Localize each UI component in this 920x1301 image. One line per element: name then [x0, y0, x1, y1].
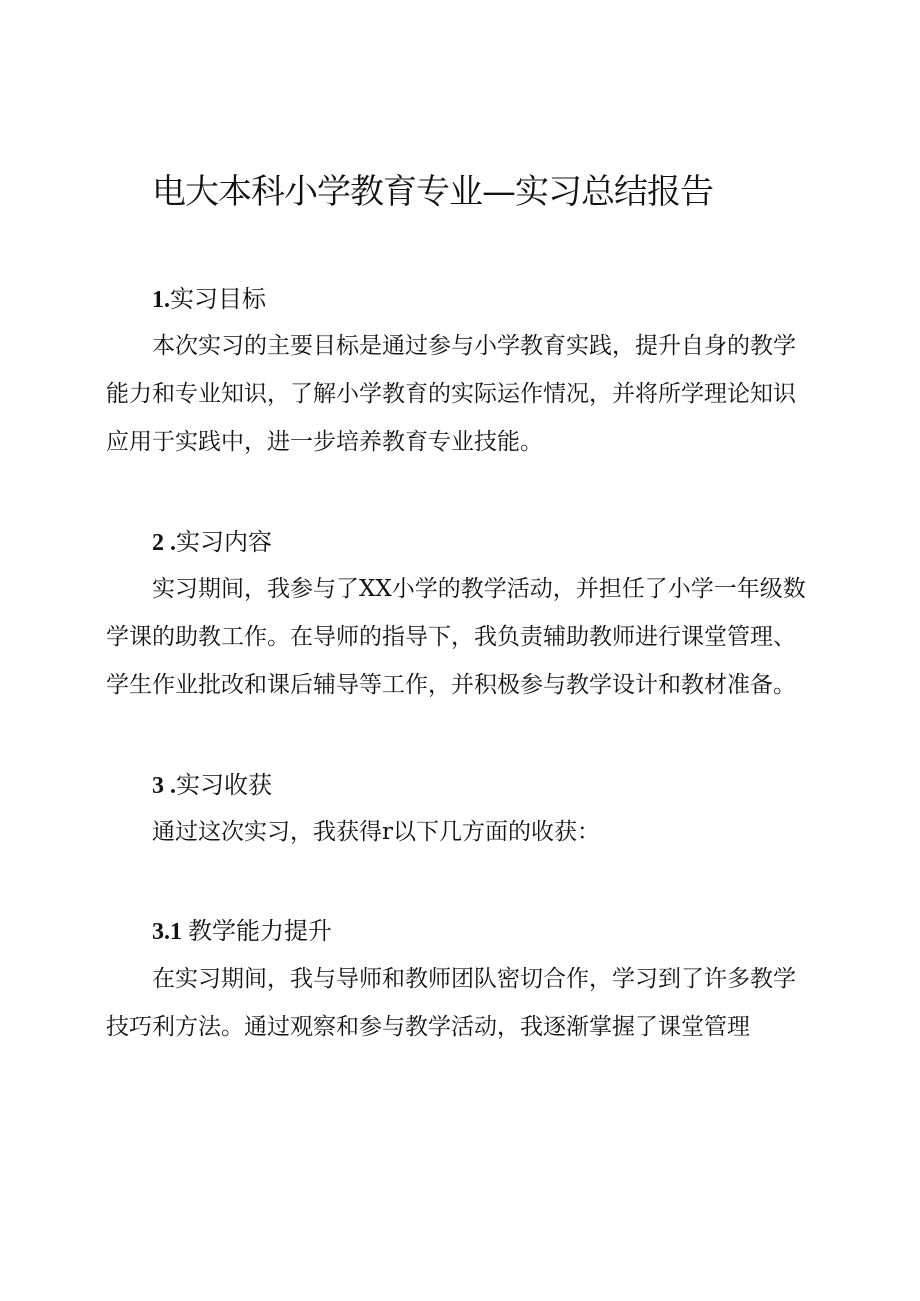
section-paragraph-gains: [106, 808, 818, 856]
paragraph-line: 技巧利方法。通过观察和参与教学活动，我逐渐掌握了课堂管理: [106, 1014, 750, 1040]
section-title: 实习目标: [170, 285, 266, 313]
section-heading-content: [152, 526, 272, 559]
section-title: 实习内容: [176, 528, 272, 556]
section-heading-teaching-ability: [152, 915, 332, 948]
section-title: 实习收获: [176, 771, 272, 799]
paragraph-line: 实习期间，我参与了XX小学的教学活动，并担任了小学一年级数: [152, 576, 806, 602]
paragraph-line: 能力和专业知识，了解小学教育的实际运作情况，并将所学理论知识: [106, 381, 796, 407]
section-number: 1.: [152, 287, 170, 313]
document-title: 电大本科小学教育专业—实习总结报告: [152, 172, 713, 212]
paragraph-line: 学课的助教工作。在导师的指导下，我负责辅助教师进行课堂管理、: [106, 624, 796, 650]
paragraph-line: 通过这次实习，我获得r以下几方面的收获：: [152, 819, 600, 845]
section-number: 2 .: [152, 530, 176, 556]
paragraph-line: 应用于实践中，进一步培养教育专业技能。: [106, 429, 543, 455]
section-title: 教学能力提升: [188, 917, 332, 945]
section-number: 3.1: [152, 919, 188, 945]
section-heading-goal: [152, 283, 266, 316]
section-heading-gains: [152, 769, 272, 802]
section-paragraph-content: [106, 565, 818, 709]
paragraph-line: 学生作业批改和课后辅导等工作，并积极参与教学设计和教材准备。: [106, 672, 796, 698]
section-paragraph-goal: [106, 322, 818, 466]
section-paragraph-teaching-ability: [106, 955, 818, 1051]
paragraph-line: 本次实习的主要目标是通过参与小学教育实践，提升自身的教学: [152, 333, 796, 359]
section-number: 3 .: [152, 773, 176, 799]
paragraph-line: 在实习期间，我与导师和教师团队密切合作，学习到了许多教学: [152, 966, 796, 992]
